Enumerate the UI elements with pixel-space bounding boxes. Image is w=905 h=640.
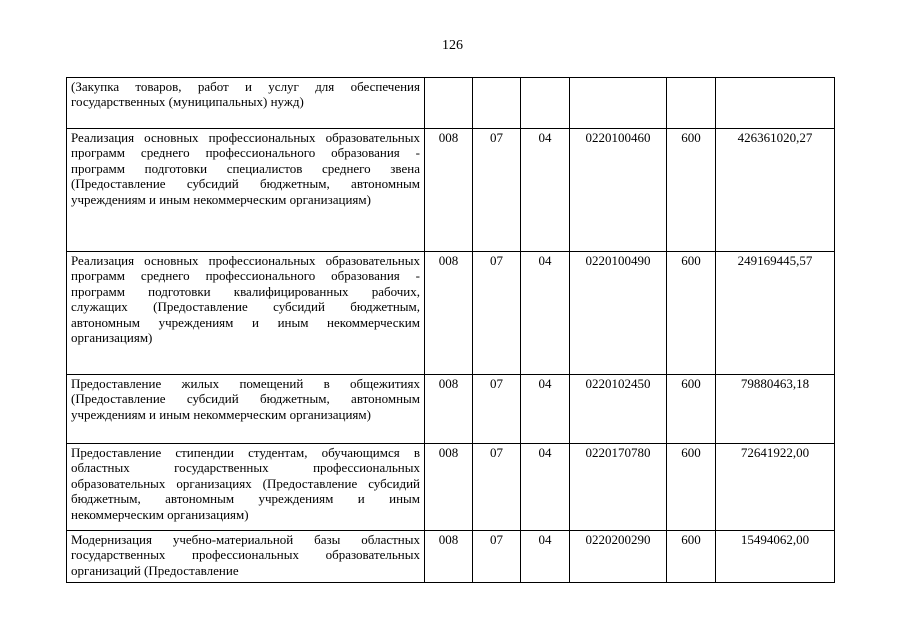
row-ved-code: 008 (425, 252, 473, 375)
row-amount: 72641922,00 (716, 444, 835, 531)
row-description: Реализация основных профессиональных образовательных программ среднего профессионального образования - программ подготовки квалифицированных рабочих, служащих (Предоставление субсидий бюджетным, автономным учреждениям и иным некоммерческим организациям) (67, 252, 425, 375)
row-expense-type-code: 600 (667, 531, 716, 583)
row-description: Предоставление стипендии студентам, обучающимся в областных государственных профессиональных образовательных организациях (Предоставление субсидий бюджетным, автономным учреждениям и иным некоммерческим организациям) (67, 444, 425, 531)
row-ved-code (425, 78, 473, 129)
row-ved-code: 008 (425, 531, 473, 583)
row-subsection-code (521, 78, 570, 129)
row-description: Реализация основных профессиональных образовательных программ среднего профессионального образования - программ подготовки специалистов среднего звена (Предоставление субсидий бюджетным, автономным учреждениям и иным некоммерческим организациям) (67, 129, 425, 252)
row-ved-code: 008 (425, 375, 473, 444)
row-section-code: 07 (473, 531, 521, 583)
row-subsection-code: 04 (521, 252, 570, 375)
row-target-article-code: 0220102450 (570, 375, 667, 444)
row-expense-type-code: 600 (667, 375, 716, 444)
row-target-article-code: 0220200290 (570, 531, 667, 583)
row-ved-code: 008 (425, 444, 473, 531)
row-target-article-code (570, 78, 667, 129)
row-expense-type-code: 600 (667, 129, 716, 252)
row-subsection-code: 04 (521, 129, 570, 252)
row-amount: 15494062,00 (716, 531, 835, 583)
row-subsection-code: 04 (521, 375, 570, 444)
budget-table (66, 77, 835, 583)
row-subsection-code: 04 (521, 444, 570, 531)
row-section-code (473, 78, 521, 129)
row-description: (Закупка товаров, работ и услуг для обеспечения государственных (муниципальных) нужд) (67, 78, 425, 129)
row-section-code: 07 (473, 444, 521, 531)
row-expense-type-code (667, 78, 716, 129)
row-target-article-code: 0220100460 (570, 129, 667, 252)
row-description: Модернизация учебно-материальной базы областных государственных профессиональных образовательных организаций (Предоставление (67, 531, 425, 583)
row-amount: 79880463,18 (716, 375, 835, 444)
table-row (67, 375, 835, 444)
row-section-code: 07 (473, 252, 521, 375)
row-expense-type-code: 600 (667, 444, 716, 531)
table-row (67, 444, 835, 531)
row-subsection-code: 04 (521, 531, 570, 583)
row-amount (716, 78, 835, 129)
table-row (67, 252, 835, 375)
row-ved-code: 008 (425, 129, 473, 252)
row-expense-type-code: 600 (667, 252, 716, 375)
page-number: 126 (442, 38, 463, 53)
table-row (67, 78, 835, 129)
row-target-article-code: 0220170780 (570, 444, 667, 531)
table-row (67, 531, 835, 583)
row-target-article-code: 0220100490 (570, 252, 667, 375)
row-section-code: 07 (473, 375, 521, 444)
row-amount: 249169445,57 (716, 252, 835, 375)
table-row (67, 129, 835, 252)
row-section-code: 07 (473, 129, 521, 252)
row-description: Предоставление жилых помещений в общежитиях (Предоставление субсидий бюджетным, автономным учреждениям и иным некоммерческим организациям) (67, 375, 425, 444)
row-amount: 426361020,27 (716, 129, 835, 252)
